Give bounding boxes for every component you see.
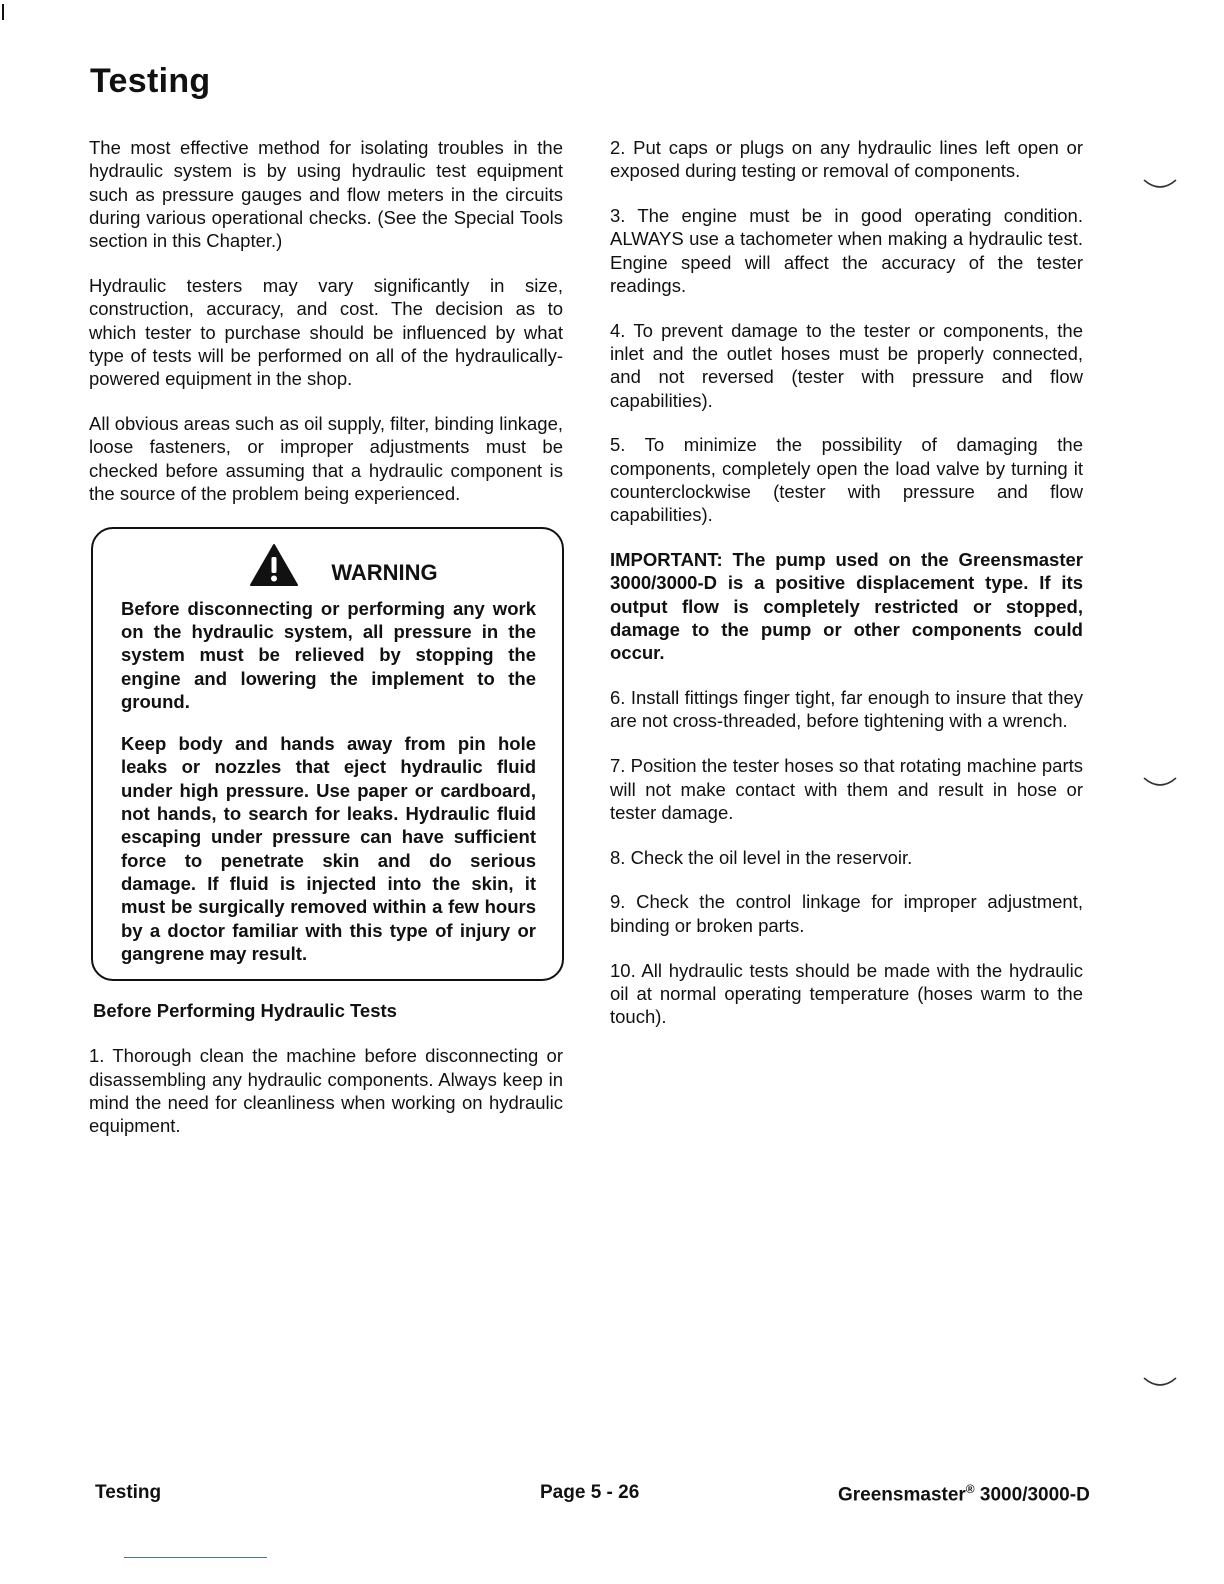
bottom-rule bbox=[124, 1557, 267, 1558]
step-item: 6. Install fittings finger tight, far enough to insure that they are not cross-threaded, before tightening with a wrench. bbox=[610, 687, 1083, 732]
binder-hole-mark bbox=[1142, 776, 1178, 790]
left-column bbox=[89, 136, 563, 1159]
binder-hole-mark bbox=[1142, 1376, 1178, 1390]
warning-label: WARNING bbox=[331, 560, 438, 585]
footer-product bbox=[838, 1482, 1090, 1506]
step-item: 9. Check the control linkage for improper adjustment, binding or broken parts. bbox=[610, 891, 1083, 936]
step-item: 1. Thorough clean the machine before disconnecting or disassembling any hydraulic components. Always keep in mind the need for cleanliness when working on hydraulic equipment. bbox=[89, 1045, 563, 1137]
section-heading: Before Performing Hydraulic Tests bbox=[93, 1000, 397, 1022]
scan-margin-mark bbox=[2, 4, 4, 20]
warning-header bbox=[121, 543, 536, 587]
page-title: Testing bbox=[90, 62, 211, 100]
right-column bbox=[610, 136, 1083, 1050]
warning-text: Before disconnecting or performing any work on the hydraulic system, all pressure in the system must be relieved by stopping the engine and lowering the implement to the ground. bbox=[121, 597, 536, 712]
intro-paragraph: The most effective method for isolating troubles in the hydraulic system is by using hydraulic test equipment such as pressure gauges and flow meters in the circuits during various operational checks. (See the Special Tools section in this Chapter.) bbox=[89, 137, 563, 252]
warning-triangle-icon bbox=[249, 543, 299, 587]
intro-paragraph: All obvious areas such as oil supply, filter, binding linkage, loose fasteners, or improper adjustments must be checked before assuming that a hydraulic component is the source of the problem being experienced. bbox=[89, 412, 563, 504]
warning-box bbox=[91, 527, 564, 981]
footer-product-model: 3000/3000-D bbox=[979, 1484, 1090, 1506]
step-item: 7. Position the tester hoses so that rotating machine parts will not make contact with them and result in hose or tester damage. bbox=[610, 755, 1083, 823]
step-item: 3. The engine must be in good operating condition. ALWAYS use a tachometer when making a hydraulic test. Engine speed will affect the accuracy of the tester readings. bbox=[610, 205, 1083, 296]
footer-page-number: Page 5 - 26 bbox=[540, 1482, 640, 1503]
registered-mark: ® bbox=[965, 1482, 975, 1496]
step-item: 8. Check the oil level in the reservoir. bbox=[610, 846, 913, 868]
footer-section-name: Testing bbox=[95, 1482, 162, 1503]
warning-text: Keep body and hands away from pin hole leaks or nozzles that eject hydraulic fluid under high pressure. Use paper or cardboard, not hands, to search for leaks. Hydraulic fluid escaping under pressure can have sufficient force to penetrate skin and do serious damage. If fluid is injected into the skin, it must be surgically removed within a few hours by a doctor familiar with this type of injury or gangrene may result. bbox=[121, 733, 536, 964]
step-item: 5. To minimize the possibility of damaging the components, completely open the load valve by turning it counterclockwise (tester with pressure and flow capabilities). bbox=[610, 434, 1083, 526]
step-item: 10. All hydraulic tests should be made with the hydraulic oil at normal operating temperature (hoses warm to the touch). bbox=[610, 959, 1083, 1028]
footer-product-name: Greensmaster bbox=[838, 1484, 966, 1506]
intro-paragraph: Hydraulic testers may vary significantly in size, construction, accuracy, and cost. The decision as to which tester to purchase should be influenced by what type of tests will be performed on all of the hydraulically-powered equipment in the shop. bbox=[89, 274, 563, 390]
step-item: 4. To prevent damage to the tester or components, the inlet and the outlet hoses must be properly connected, and not reversed (tester with pressure and flow capabilities). bbox=[610, 319, 1083, 411]
step-item: 2. Put caps or plugs on any hydraulic lines left open or exposed during testing or removal of components. bbox=[610, 137, 1083, 182]
binder-hole-mark bbox=[1142, 178, 1178, 192]
important-note: IMPORTANT: The pump used on the Greensmaster 3000/3000-D is a positive displacement type. If its output flow is completely restricted or stopped, damage to the pump or other components could occur. bbox=[610, 549, 1083, 664]
